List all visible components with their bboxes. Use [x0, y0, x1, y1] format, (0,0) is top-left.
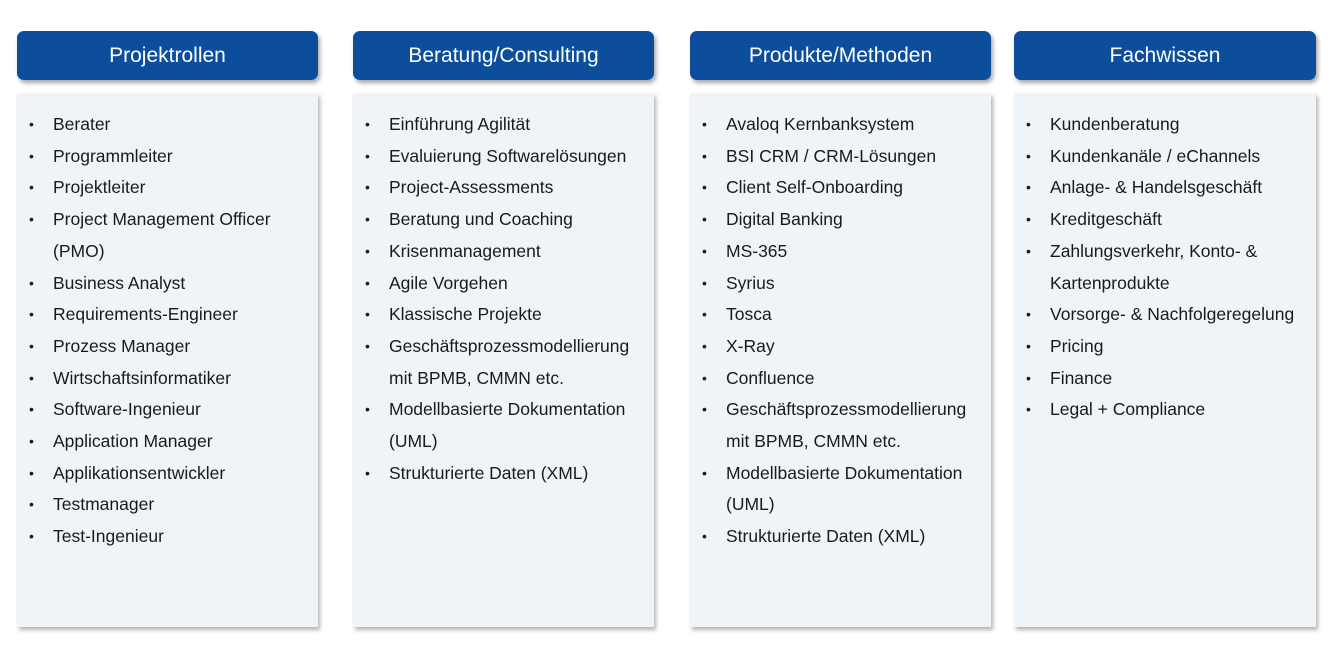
bullet-icon: •	[1026, 179, 1031, 196]
bullet-icon: •	[29, 496, 34, 513]
bullet-icon: •	[365, 274, 370, 291]
list-item-text: Modellbasierte Dokumentation (UML)	[389, 399, 626, 452]
bullet-icon: •	[365, 179, 370, 196]
list-item	[690, 141, 991, 173]
list-item-text: Projektleiter	[53, 177, 146, 198]
list-item	[17, 458, 318, 490]
bullet-icon: •	[29, 306, 34, 323]
list-item-text: Agile Vorgehen	[389, 272, 508, 293]
bullet-icon: •	[29, 211, 34, 228]
list-item	[17, 521, 318, 553]
bullet-icon: •	[1026, 147, 1031, 164]
list-item-text: Digital Banking	[726, 209, 843, 230]
bullet-icon: •	[702, 147, 707, 164]
bullet-icon: •	[702, 401, 707, 418]
list-item-text: Modellbasierte Dokumentation (UML)	[726, 462, 963, 515]
column-fachwissen	[1014, 31, 1316, 627]
list-item-text: Kreditgeschäft	[1050, 209, 1162, 230]
list-item-text: Project-Assessments	[389, 177, 554, 198]
list-item	[17, 331, 318, 363]
list-item	[690, 204, 991, 236]
bullet-icon: •	[29, 464, 34, 481]
list-item-text: Programmleiter	[53, 145, 173, 166]
list-item-text: Finance	[1050, 367, 1113, 388]
bullet-icon: •	[29, 147, 34, 164]
list-item	[353, 172, 654, 204]
list-item	[17, 299, 318, 331]
bullet-icon: •	[702, 179, 707, 196]
bullet-icon: •	[702, 337, 707, 354]
bullet-icon: •	[702, 116, 707, 132]
list-item	[690, 331, 991, 363]
bullet-icon: •	[1026, 306, 1031, 323]
list-item-text: Prozess Manager	[53, 335, 191, 356]
list-item	[353, 236, 654, 268]
list-item-text: Applikationsentwickler	[53, 462, 226, 483]
list-item-text: Beratung und Coaching	[389, 209, 573, 230]
list-item	[17, 141, 318, 173]
bullet-icon: •	[365, 337, 370, 354]
list-item-text: Krisenmanagement	[389, 240, 541, 261]
list-item	[353, 141, 654, 173]
list-item-text: Geschäftsprozessmodellierung mit BPMB, CMMN etc.	[726, 399, 967, 452]
list-item	[1014, 204, 1316, 236]
list-item	[1014, 236, 1316, 299]
list-item-text: Einführung Agilität	[389, 114, 531, 134]
bullet-icon: •	[29, 179, 34, 196]
bullet-icon: •	[1026, 401, 1031, 418]
column-panel	[353, 93, 654, 627]
list-item-text: Client Self-Onboarding	[726, 177, 904, 198]
list-item	[1014, 109, 1316, 141]
bullet-icon: •	[29, 116, 34, 132]
bullet-icon: •	[29, 528, 34, 545]
list-item	[690, 363, 991, 395]
item-list	[17, 109, 318, 553]
list-item-text: Confluence	[726, 367, 815, 388]
list-item	[353, 458, 654, 490]
list-item	[690, 299, 991, 331]
list-item	[353, 109, 654, 141]
item-list	[353, 109, 654, 489]
column-header: Beratung/Consulting	[353, 31, 654, 80]
list-item	[17, 109, 318, 141]
bullet-icon: •	[1026, 242, 1031, 259]
list-item	[353, 299, 654, 331]
list-item	[690, 172, 991, 204]
list-item	[17, 363, 318, 395]
bullet-icon: •	[365, 211, 370, 228]
list-item	[17, 204, 318, 267]
list-item-text: Strukturierte Daten (XML)	[726, 526, 926, 547]
list-item-text: Tosca	[726, 304, 772, 325]
list-item-text: Syrius	[726, 272, 775, 293]
bullet-icon: •	[1026, 337, 1031, 354]
list-item-text: Kundenberatung	[1050, 114, 1180, 134]
column-header: Fachwissen	[1014, 31, 1316, 80]
list-item-text: Evaluierung Softwarelösungen	[389, 145, 627, 166]
list-item	[353, 331, 654, 394]
list-item-text: Software-Ingenieur	[53, 399, 201, 420]
bullet-icon: •	[29, 337, 34, 354]
list-item	[1014, 299, 1316, 331]
column-panel	[17, 93, 318, 627]
list-item	[1014, 141, 1316, 173]
column-produkte-methoden	[690, 31, 991, 627]
bullet-icon: •	[365, 401, 370, 418]
list-item-text: MS-365	[726, 240, 788, 261]
bullet-icon: •	[702, 274, 707, 291]
list-item-text: Avaloq Kernbanksystem	[726, 114, 915, 134]
list-item	[17, 394, 318, 426]
bullet-icon: •	[1026, 116, 1031, 132]
list-item-text: Requirements-Engineer	[53, 304, 238, 325]
list-item	[1014, 363, 1316, 395]
list-item	[690, 109, 991, 141]
bullet-icon: •	[365, 464, 370, 481]
list-item-text: Testmanager	[53, 494, 155, 515]
list-item-text: Application Manager	[53, 431, 213, 452]
list-item	[1014, 172, 1316, 204]
bullet-icon: •	[702, 242, 707, 259]
bullet-icon: •	[702, 464, 707, 481]
list-item	[690, 521, 991, 553]
list-item-text: Klassische Projekte	[389, 304, 542, 325]
bullet-icon: •	[702, 211, 707, 228]
list-item	[690, 394, 991, 457]
list-item	[17, 172, 318, 204]
list-item	[17, 268, 318, 300]
list-item-text: Business Analyst	[53, 272, 186, 293]
bullet-icon: •	[365, 242, 370, 259]
list-item-text: Geschäftsprozessmodellierung mit BPMB, CMMN etc.	[389, 335, 630, 388]
bullet-icon: •	[702, 369, 707, 386]
bullet-icon: •	[365, 306, 370, 323]
bullet-icon: •	[1026, 369, 1031, 386]
list-item-text: Berater	[53, 114, 111, 134]
bullet-icon: •	[702, 528, 707, 545]
list-item	[353, 204, 654, 236]
column-header: Projektrollen	[17, 31, 318, 80]
bullet-icon: •	[365, 116, 370, 132]
list-item	[690, 236, 991, 268]
list-item-text: Legal + Compliance	[1050, 399, 1206, 420]
list-item	[353, 394, 654, 457]
list-item	[353, 268, 654, 300]
list-item-text: Wirtschaftsinformatiker	[53, 367, 231, 388]
list-item	[17, 489, 318, 521]
list-item	[690, 458, 991, 521]
column-panel	[690, 93, 991, 627]
list-item-text: X-Ray	[726, 335, 775, 356]
list-item	[1014, 331, 1316, 363]
list-item-text: BSI CRM / CRM-Lösungen	[726, 145, 937, 166]
column-header: Produkte/Methoden	[690, 31, 991, 80]
bullet-icon: •	[29, 369, 34, 386]
bullet-icon: •	[29, 433, 34, 450]
list-item	[1014, 394, 1316, 426]
list-item-text: Zahlungsverkehr, Konto- & Kartenprodukte	[1050, 240, 1258, 293]
list-item-text: Vorsorge- & Nachfolgeregelung	[1050, 304, 1295, 325]
list-item	[690, 268, 991, 300]
column-projektrollen	[17, 31, 318, 627]
column-panel	[1014, 93, 1316, 627]
list-item-text: Strukturierte Daten (XML)	[389, 462, 589, 483]
item-list	[1014, 109, 1316, 426]
list-item-text: Test-Ingenieur	[53, 526, 164, 547]
column-beratung-consulting	[353, 31, 654, 627]
bullet-icon: •	[29, 401, 34, 418]
list-item-text: Anlage- & Handelsgeschäft	[1050, 177, 1263, 198]
bullet-icon: •	[1026, 211, 1031, 228]
bullet-icon: •	[365, 147, 370, 164]
bullet-icon: •	[702, 306, 707, 323]
bullet-icon: •	[29, 274, 34, 291]
list-item	[17, 426, 318, 458]
list-item-text: Pricing	[1050, 335, 1104, 356]
list-item-text: Kundenkanäle / eChannels	[1050, 145, 1261, 166]
list-item-text: Project Management Officer (PMO)	[53, 209, 271, 261]
item-list	[690, 109, 991, 553]
